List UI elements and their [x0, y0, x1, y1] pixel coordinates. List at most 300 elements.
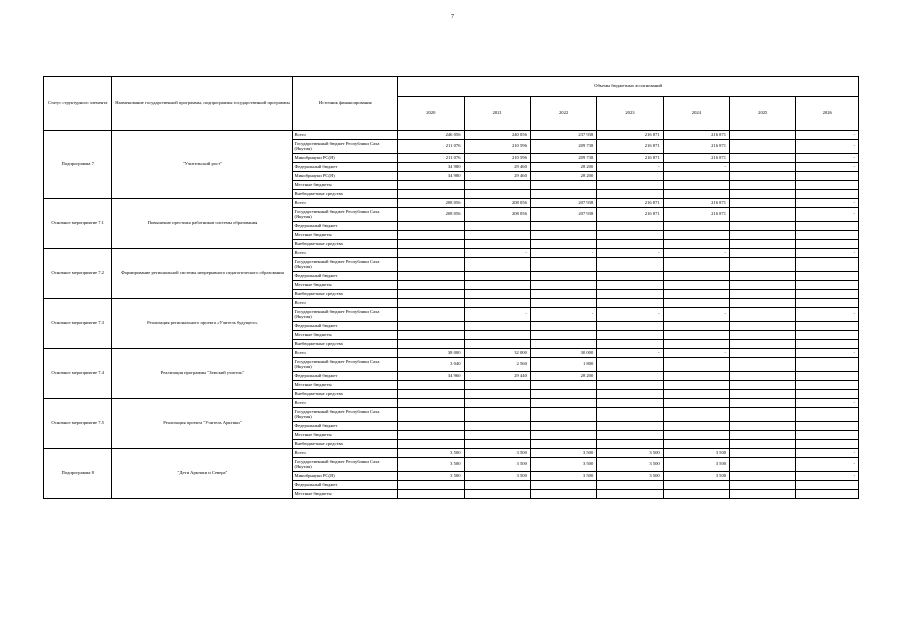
amount-cell-2021	[464, 281, 530, 290]
amount-cell-2026	[796, 490, 859, 499]
amount-cell-2026	[796, 481, 859, 490]
amount-cell-2020: 3 500	[398, 458, 464, 472]
amount-cell-2026	[796, 222, 859, 231]
funding-source: Государственный бюджет Республики Саха (Якутия)	[293, 208, 398, 222]
amount-cell-2026	[796, 408, 859, 422]
amount-cell-2020	[398, 381, 464, 390]
amount-cell-2020	[398, 399, 464, 408]
funding-source: Местные бюджеты	[293, 331, 398, 340]
amount-cell-2026	[796, 272, 859, 281]
amount-cell-2022: -	[530, 308, 596, 322]
amount-cell-2023	[597, 272, 663, 281]
amount-cell-2020: 246 056	[398, 131, 464, 140]
funding-source: Всего	[293, 299, 398, 308]
year-header-2026: 2026	[796, 97, 859, 131]
structural-element-status: Подпрограмма 7	[44, 131, 112, 199]
amount-cell-2022	[530, 440, 596, 449]
amount-cell-2024	[663, 340, 729, 349]
amount-cell-2022	[530, 181, 596, 190]
amount-cell-2022: 209 738	[530, 140, 596, 154]
funding-source: Федеральный бюджет	[293, 481, 398, 490]
amount-cell-2026: -	[796, 472, 859, 481]
amount-cell-2023	[597, 258, 663, 272]
funding-source: Внебюджетные средства	[293, 190, 398, 199]
amount-cell-2020	[398, 258, 464, 272]
amount-cell-2025	[730, 440, 796, 449]
funding-source: Всего	[293, 349, 398, 358]
funding-source: Федеральный бюджет	[293, 322, 398, 331]
amount-cell-2025	[730, 381, 796, 390]
amount-cell-2024: 216 871	[663, 208, 729, 222]
amount-cell-2025	[730, 281, 796, 290]
amount-cell-2025	[730, 140, 796, 154]
amount-cell-2025	[730, 472, 796, 481]
amount-cell-2021: 3 500	[464, 472, 530, 481]
amount-cell-2024	[663, 172, 729, 181]
amount-cell-2023: 3 500	[597, 449, 663, 458]
amount-cell-2022: 237 938	[530, 131, 596, 140]
amount-cell-2026: -	[796, 349, 859, 358]
year-header-2025: 2025	[730, 97, 796, 131]
amount-cell-2022: 207 938	[530, 199, 596, 208]
amount-cell-2023	[597, 290, 663, 299]
amount-cell-2025	[730, 249, 796, 258]
amount-cell-2021	[464, 181, 530, 190]
amount-cell-2026: -	[796, 199, 859, 208]
funding-source: Государственный бюджет Республики Саха (Якутия)	[293, 458, 398, 472]
amount-cell-2022: 3 500	[530, 472, 596, 481]
amount-cell-2023	[597, 322, 663, 331]
amount-cell-2020	[398, 308, 464, 322]
amount-cell-2023	[597, 490, 663, 499]
amount-cell-2026: -	[796, 163, 859, 172]
amount-cell-2022: 30 000	[530, 349, 596, 358]
amount-cell-2023	[597, 190, 663, 199]
year-header-2022: 2022	[530, 97, 596, 131]
amount-cell-2022	[530, 231, 596, 240]
amount-cell-2025	[730, 199, 796, 208]
amount-cell-2025	[730, 358, 796, 372]
header-source: Источник финансирования	[293, 77, 398, 131]
amount-cell-2024: -	[663, 308, 729, 322]
amount-cell-2025	[730, 308, 796, 322]
year-header-2021: 2021	[464, 97, 530, 131]
funding-source: Внебюджетные средства	[293, 290, 398, 299]
amount-cell-2022	[530, 290, 596, 299]
amount-cell-2024	[663, 190, 729, 199]
funding-source: Федеральный бюджет	[293, 163, 398, 172]
amount-cell-2022	[530, 281, 596, 290]
amount-cell-2023: 216 871	[597, 140, 663, 154]
amount-cell-2021	[464, 322, 530, 331]
amount-cell-2020: 208 056	[398, 208, 464, 222]
program-name: Повышение престижа работников системы образования	[112, 199, 293, 249]
amount-cell-2020	[398, 331, 464, 340]
amount-cell-2020	[398, 490, 464, 499]
year-header-2023: 2023	[597, 97, 663, 131]
amount-cell-2023: 216 871	[597, 208, 663, 222]
amount-cell-2025	[730, 340, 796, 349]
amount-cell-2024	[663, 481, 729, 490]
page-number: 7	[451, 14, 454, 20]
amount-cell-2021: 210 596	[464, 154, 530, 163]
amount-cell-2023	[597, 431, 663, 440]
amount-cell-2021: 3 500	[464, 458, 530, 472]
amount-cell-2025	[730, 449, 796, 458]
amount-cell-2025	[730, 272, 796, 281]
funding-source: Государственный бюджет Республики Саха (Якутия)	[293, 308, 398, 322]
amount-cell-2020: 38 000	[398, 349, 464, 358]
amount-cell-2021: 2 560	[464, 358, 530, 372]
amount-cell-2024: 3 500	[663, 458, 729, 472]
amount-cell-2021	[464, 190, 530, 199]
amount-cell-2025	[730, 322, 796, 331]
amount-cell-2025	[730, 299, 796, 308]
amount-cell-2021	[464, 272, 530, 281]
amount-cell-2021	[464, 381, 530, 390]
amount-cell-2026: -	[796, 154, 859, 163]
amount-cell-2021	[464, 340, 530, 349]
year-header-2024: 2024	[663, 97, 729, 131]
amount-cell-2024	[663, 490, 729, 499]
amount-cell-2021: -	[464, 249, 530, 258]
amount-cell-2020	[398, 408, 464, 422]
amount-cell-2026	[796, 281, 859, 290]
amount-cell-2022	[530, 272, 596, 281]
amount-cell-2025	[730, 290, 796, 299]
amount-cell-2021	[464, 490, 530, 499]
structural-element-status: Основное мероприятие 7.4	[44, 349, 112, 399]
structural-element-status: Основное мероприятие 7.3	[44, 299, 112, 349]
funding-source: Минобрнауки РС(Я)	[293, 172, 398, 181]
amount-cell-2026: -	[796, 399, 859, 408]
amount-cell-2023	[597, 422, 663, 431]
amount-cell-2022	[530, 258, 596, 272]
amount-cell-2025	[730, 372, 796, 381]
amount-cell-2025	[730, 458, 796, 472]
amount-cell-2022: 3 500	[530, 449, 596, 458]
amount-cell-2025	[730, 258, 796, 272]
amount-cell-2024	[663, 181, 729, 190]
amount-cell-2024	[663, 231, 729, 240]
amount-cell-2023: 216 871	[597, 131, 663, 140]
amount-cell-2023: -	[597, 163, 663, 172]
amount-cell-2022	[530, 399, 596, 408]
amount-cell-2024	[663, 222, 729, 231]
amount-cell-2022	[530, 422, 596, 431]
amount-cell-2026: -	[796, 131, 859, 140]
amount-cell-2026	[796, 358, 859, 372]
amount-cell-2024	[663, 422, 729, 431]
amount-cell-2023	[597, 340, 663, 349]
amount-cell-2021	[464, 431, 530, 440]
amount-cell-2020	[398, 440, 464, 449]
header-name: Наименование государственной программы, подпрограммы государственной программы	[112, 77, 293, 131]
amount-cell-2024	[663, 331, 729, 340]
amount-cell-2025	[730, 240, 796, 249]
amount-cell-2025	[730, 208, 796, 222]
amount-cell-2026	[796, 381, 859, 390]
table-row	[44, 349, 859, 358]
amount-cell-2022	[530, 340, 596, 349]
funding-source: Местные бюджеты	[293, 381, 398, 390]
table-row	[44, 299, 859, 308]
funding-source: Федеральный бюджет	[293, 222, 398, 231]
amount-cell-2024	[663, 431, 729, 440]
amount-cell-2023	[597, 381, 663, 390]
funding-source: Федеральный бюджет	[293, 272, 398, 281]
amount-cell-2023: -	[597, 349, 663, 358]
amount-cell-2024: 216 871	[663, 199, 729, 208]
amount-cell-2021	[464, 390, 530, 399]
amount-cell-2026	[796, 290, 859, 299]
funding-source: Государственный бюджет Республики Саха (Якутия)	[293, 408, 398, 422]
amount-cell-2022	[530, 240, 596, 249]
amount-cell-2026	[796, 172, 859, 181]
amount-cell-2026	[796, 340, 859, 349]
table-body	[44, 131, 859, 499]
amount-cell-2026	[796, 322, 859, 331]
amount-cell-2023	[597, 240, 663, 249]
amount-cell-2026	[796, 440, 859, 449]
program-name: Реализация проекта "Учитель Арктики"	[112, 399, 293, 449]
amount-cell-2021: 29 440	[464, 372, 530, 381]
funding-source: Государственный бюджет Республики Саха (Якутия)	[293, 358, 398, 372]
amount-cell-2023	[597, 172, 663, 181]
amount-cell-2023: -	[597, 308, 663, 322]
amount-cell-2021	[464, 299, 530, 308]
amount-cell-2020: 34 980	[398, 163, 464, 172]
amount-cell-2020: 3 500	[398, 449, 464, 458]
amount-cell-2026	[796, 240, 859, 249]
amount-cell-2022: 209 738	[530, 154, 596, 163]
amount-cell-2020	[398, 249, 464, 258]
amount-cell-2020	[398, 390, 464, 399]
amount-cell-2024: 3 500	[663, 449, 729, 458]
amount-cell-2021	[464, 408, 530, 422]
funding-source: Всего	[293, 199, 398, 208]
amount-cell-2022	[530, 481, 596, 490]
amount-cell-2026: -	[796, 249, 859, 258]
amount-cell-2023	[597, 281, 663, 290]
amount-cell-2021: -	[464, 308, 530, 322]
amount-cell-2023: 216 871	[597, 199, 663, 208]
amount-cell-2021	[464, 290, 530, 299]
amount-cell-2024	[663, 381, 729, 390]
amount-cell-2023: 3 500	[597, 472, 663, 481]
funding-source: Федеральный бюджет	[293, 372, 398, 381]
amount-cell-2022	[530, 490, 596, 499]
amount-cell-2024	[663, 281, 729, 290]
amount-cell-2022	[530, 322, 596, 331]
amount-cell-2022	[530, 299, 596, 308]
amount-cell-2024	[663, 272, 729, 281]
funding-source: Местные бюджеты	[293, 490, 398, 499]
amount-cell-2021: 3 500	[464, 449, 530, 458]
amount-cell-2020	[398, 181, 464, 190]
program-name: "Дети Арктики и Севера"	[112, 449, 293, 499]
program-name: Формирование региональной системы непрерывного педагогического образования	[112, 249, 293, 299]
amount-cell-2026: -	[796, 208, 859, 222]
amount-cell-2024: 216 871	[663, 131, 729, 140]
amount-cell-2023	[597, 181, 663, 190]
amount-cell-2026	[796, 422, 859, 431]
table-row	[44, 249, 859, 258]
table-row	[44, 399, 859, 408]
amount-cell-2022	[530, 381, 596, 390]
amount-cell-2021: 32 000	[464, 349, 530, 358]
amount-cell-2020	[398, 299, 464, 308]
table-row	[44, 449, 859, 458]
amount-cell-2022: 1 800	[530, 358, 596, 372]
amount-cell-2025	[730, 490, 796, 499]
funding-source: Местные бюджеты	[293, 431, 398, 440]
amount-cell-2022: 28 200	[530, 163, 596, 172]
amount-cell-2022	[530, 222, 596, 231]
table-row	[44, 131, 859, 140]
amount-cell-2024: -	[663, 163, 729, 172]
structural-element-status: Основное мероприятие 7.1	[44, 199, 112, 249]
amount-cell-2026: -	[796, 449, 859, 458]
amount-cell-2024	[663, 299, 729, 308]
amount-cell-2020: 3 500	[398, 472, 464, 481]
funding-source: Внебюджетные средства	[293, 390, 398, 399]
amount-cell-2026	[796, 231, 859, 240]
amount-cell-2025	[730, 190, 796, 199]
amount-cell-2024: -	[663, 249, 729, 258]
amount-cell-2025	[730, 331, 796, 340]
funding-source: Государственный бюджет Республики Саха (Якутия)	[293, 140, 398, 154]
funding-source: Минобрнауки РС(Я)	[293, 154, 398, 163]
amount-cell-2020	[398, 481, 464, 490]
amount-cell-2024	[663, 440, 729, 449]
amount-cell-2026	[796, 181, 859, 190]
structural-element-status: Подпрограмма 8	[44, 449, 112, 499]
amount-cell-2021: 29 460	[464, 163, 530, 172]
amount-cell-2023	[597, 390, 663, 399]
funding-source: Всего	[293, 399, 398, 408]
amount-cell-2020	[398, 281, 464, 290]
amount-cell-2020	[398, 222, 464, 231]
amount-cell-2021: 29 460	[464, 172, 530, 181]
amount-cell-2024	[663, 358, 729, 372]
funding-source: Местные бюджеты	[293, 181, 398, 190]
header-status: Статус структурного элемента	[44, 77, 112, 131]
amount-cell-2025	[730, 181, 796, 190]
amount-cell-2021	[464, 331, 530, 340]
amount-cell-2025	[730, 431, 796, 440]
amount-cell-2021	[464, 258, 530, 272]
amount-cell-2022	[530, 190, 596, 199]
amount-cell-2022	[530, 331, 596, 340]
program-name: Реализация регионального проекта «Учитель будущего»	[112, 299, 293, 349]
amount-cell-2023	[597, 372, 663, 381]
program-name: "Учительский рост"	[112, 131, 293, 199]
amount-cell-2025	[730, 408, 796, 422]
funding-source: Местные бюджеты	[293, 231, 398, 240]
amount-cell-2026: -	[796, 308, 859, 322]
funding-source: Минобрнауки РС(Я)	[293, 472, 398, 481]
amount-cell-2025	[730, 154, 796, 163]
amount-cell-2020: 3 040	[398, 358, 464, 372]
amount-cell-2026	[796, 258, 859, 272]
amount-cell-2026	[796, 331, 859, 340]
amount-cell-2025	[730, 422, 796, 431]
budget-table	[43, 76, 859, 499]
amount-cell-2021	[464, 240, 530, 249]
program-name: Реализация программы "Земский учитель"	[112, 349, 293, 399]
amount-cell-2020	[398, 231, 464, 240]
amount-cell-2025	[730, 172, 796, 181]
amount-cell-2026	[796, 390, 859, 399]
funding-source: Всего	[293, 131, 398, 140]
amount-cell-2020	[398, 240, 464, 249]
amount-cell-2024	[663, 258, 729, 272]
structural-element-status: Основное мероприятие 7.2	[44, 249, 112, 299]
amount-cell-2026	[796, 299, 859, 308]
amount-cell-2020: 211 076	[398, 140, 464, 154]
amount-cell-2022: 3 500	[530, 458, 596, 472]
amount-cell-2023	[597, 358, 663, 372]
amount-cell-2023	[597, 408, 663, 422]
amount-cell-2025	[730, 131, 796, 140]
amount-cell-2021: 208 056	[464, 208, 530, 222]
amount-cell-2025	[730, 163, 796, 172]
header-volume: Объемы бюджетных ассигнований	[398, 77, 859, 97]
table-row	[44, 199, 859, 208]
amount-cell-2023: 216 871	[597, 154, 663, 163]
amount-cell-2023	[597, 331, 663, 340]
amount-cell-2025	[730, 349, 796, 358]
amount-cell-2021	[464, 422, 530, 431]
amount-cell-2020	[398, 422, 464, 431]
amount-cell-2024: 216 871	[663, 154, 729, 163]
amount-cell-2024: 3 500	[663, 472, 729, 481]
amount-cell-2021: 210 596	[464, 140, 530, 154]
amount-cell-2023: -	[597, 249, 663, 258]
amount-cell-2020	[398, 190, 464, 199]
amount-cell-2021	[464, 481, 530, 490]
amount-cell-2024: -	[663, 349, 729, 358]
amount-cell-2023	[597, 231, 663, 240]
amount-cell-2023	[597, 299, 663, 308]
amount-cell-2020	[398, 340, 464, 349]
amount-cell-2024	[663, 399, 729, 408]
amount-cell-2022: 207 938	[530, 208, 596, 222]
amount-cell-2022	[530, 390, 596, 399]
funding-source: Внебюджетные средства	[293, 240, 398, 249]
amount-cell-2022: 28 200	[530, 172, 596, 181]
funding-source: Всего	[293, 449, 398, 458]
amount-cell-2021: 240 056	[464, 131, 530, 140]
amount-cell-2020: 208 056	[398, 199, 464, 208]
amount-cell-2021	[464, 399, 530, 408]
amount-cell-2024	[663, 372, 729, 381]
amount-cell-2025	[730, 231, 796, 240]
amount-cell-2021	[464, 222, 530, 231]
amount-cell-2022	[530, 408, 596, 422]
amount-cell-2020	[398, 431, 464, 440]
amount-cell-2021	[464, 440, 530, 449]
amount-cell-2025	[730, 222, 796, 231]
amount-cell-2024: 216 871	[663, 140, 729, 154]
amount-cell-2026	[796, 431, 859, 440]
amount-cell-2023: 3 500	[597, 458, 663, 472]
amount-cell-2020: 34 980	[398, 172, 464, 181]
amount-cell-2025	[730, 399, 796, 408]
funding-source: Всего	[293, 249, 398, 258]
amount-cell-2020	[398, 272, 464, 281]
